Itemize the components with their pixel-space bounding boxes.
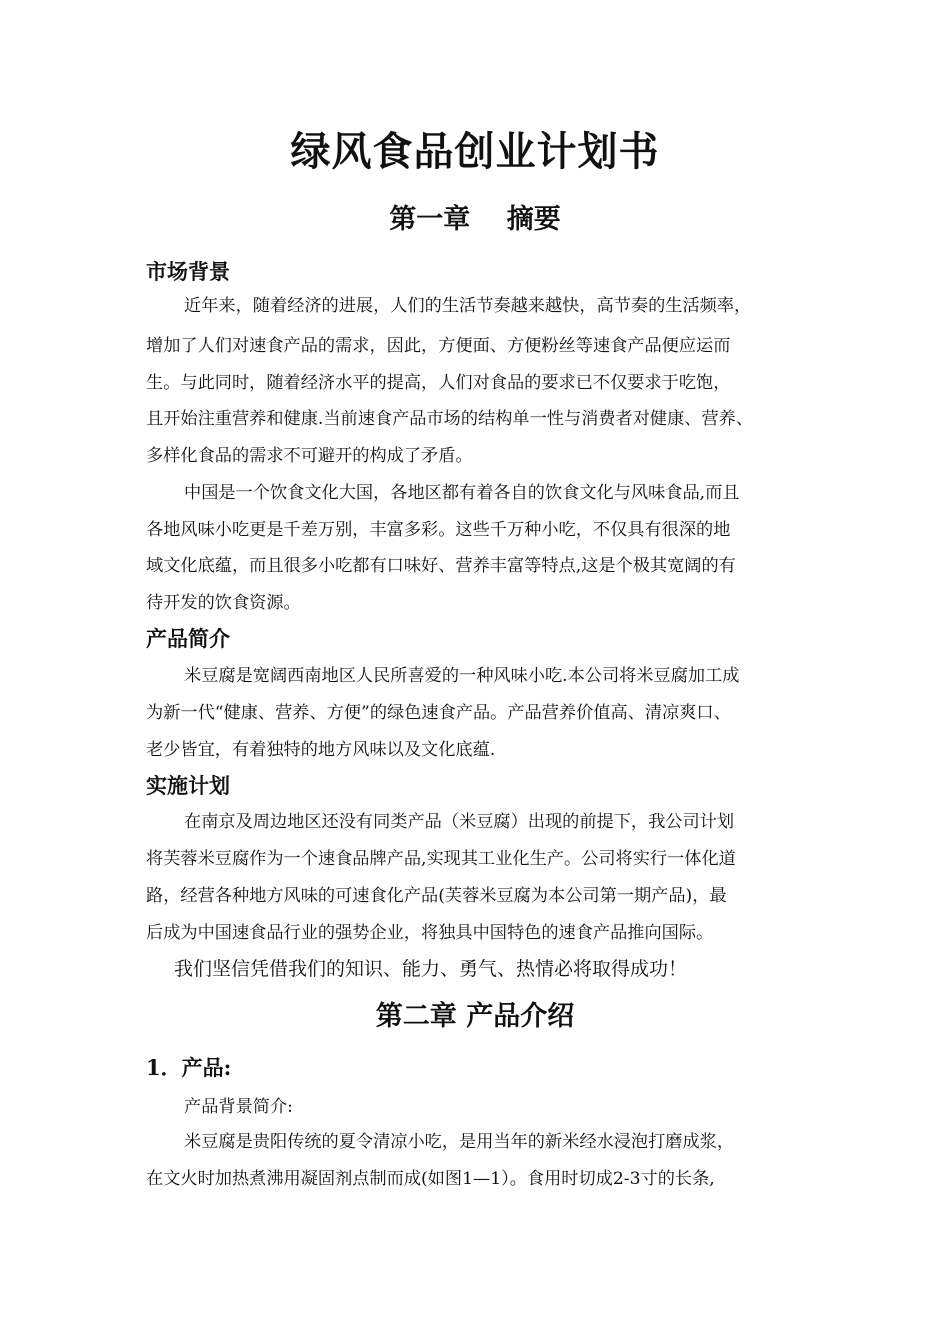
paragraph-line: 生。与此同时，随着经济水平的提高，人们对食品的要求已不仅要求于吃饱， [146,373,731,393]
paragraph-line: 中国是一个饮食文化大国，各地区都有着各自的饮食文化与风味食品,而且 [184,483,740,503]
chapter1-heading: 第一章 摘要 [389,204,561,235]
paragraph-line: 米豆腐是宽阔西南地区人民所喜爱的一种风味小吃.本公司将米豆腐加工成 [184,666,740,686]
paragraph-line: 域文化底蕴，而且很多小吃都有口味好、营养丰富等特点,这是个极其宽阔的有 [146,556,736,576]
paragraph-line: 增加了人们对速食产品的需求，因此，方便面、方便粉丝等速食产品便应运而 [146,336,731,356]
paragraph-line: 后成为中国速食品行业的强势企业，将独具中国特色的速食产品推向国际。 [146,923,714,943]
paragraph-line: 为新一代“健康、营养、方便”的绿色速食产品。产品营养价值高、清凉爽口、 [146,703,731,723]
motto-line: 我们坚信凭借我们的知识、能力、勇气、热情必将取得成功！ [174,958,688,980]
document-title: 绿风食品创业计划书 [290,128,660,175]
implementation-plan-heading: 实施计划 [146,773,230,798]
paragraph-line: 老少皆宜，有着独特的地方风味以及文化底蕴. [146,740,496,760]
section-product-heading: 1．产品: [146,1055,232,1080]
product-background-subheading: 产品背景简介: [184,1097,293,1117]
paragraph-line: 路，经营各种地方风味的可速食化产品(芙蓉米豆腐为本公司第一期产品)，最 [146,886,727,906]
product-intro-heading: 产品简介 [146,626,230,651]
paragraph-line: 米豆腐是贵阳传统的夏令清凉小吃，是用当年的新米经水浸泡打磨成浆， [184,1132,735,1152]
paragraph-line: 在南京及周边地区还没有同类产品（米豆腐）出现的前提下，我公司计划 [184,812,735,832]
paragraph-line: 将芙蓉米豆腐作为一个速食品牌产品,实现其工业化生产。公司将实行一体化道 [146,849,736,869]
paragraph-line: 各地风味小吃更是千差万别，丰富多彩。这些千万种小吃，不仅具有很深的地 [146,520,731,540]
market-background-heading: 市场背景 [146,259,230,284]
paragraph-line: 在文火时加热煮沸用凝固剂点制而成(如图1—1）。食用时切成2-3寸的长条, [146,1169,715,1189]
paragraph-line: 多样化食品的需求不可避开的构成了矛盾。 [146,446,473,466]
paragraph-line: 待开发的饮食资源。 [146,593,301,613]
chapter2-heading: 第二章 产品介绍 [375,1001,575,1032]
paragraph-line: 近年来，随着经济的进展，人们的生活节奏越来越快，高节奏的生活频率， [184,296,752,316]
paragraph-line: 且开始注重营养和健康.当前速食产品市场的结构单一性与消费者对健康、营养、 [146,409,754,429]
